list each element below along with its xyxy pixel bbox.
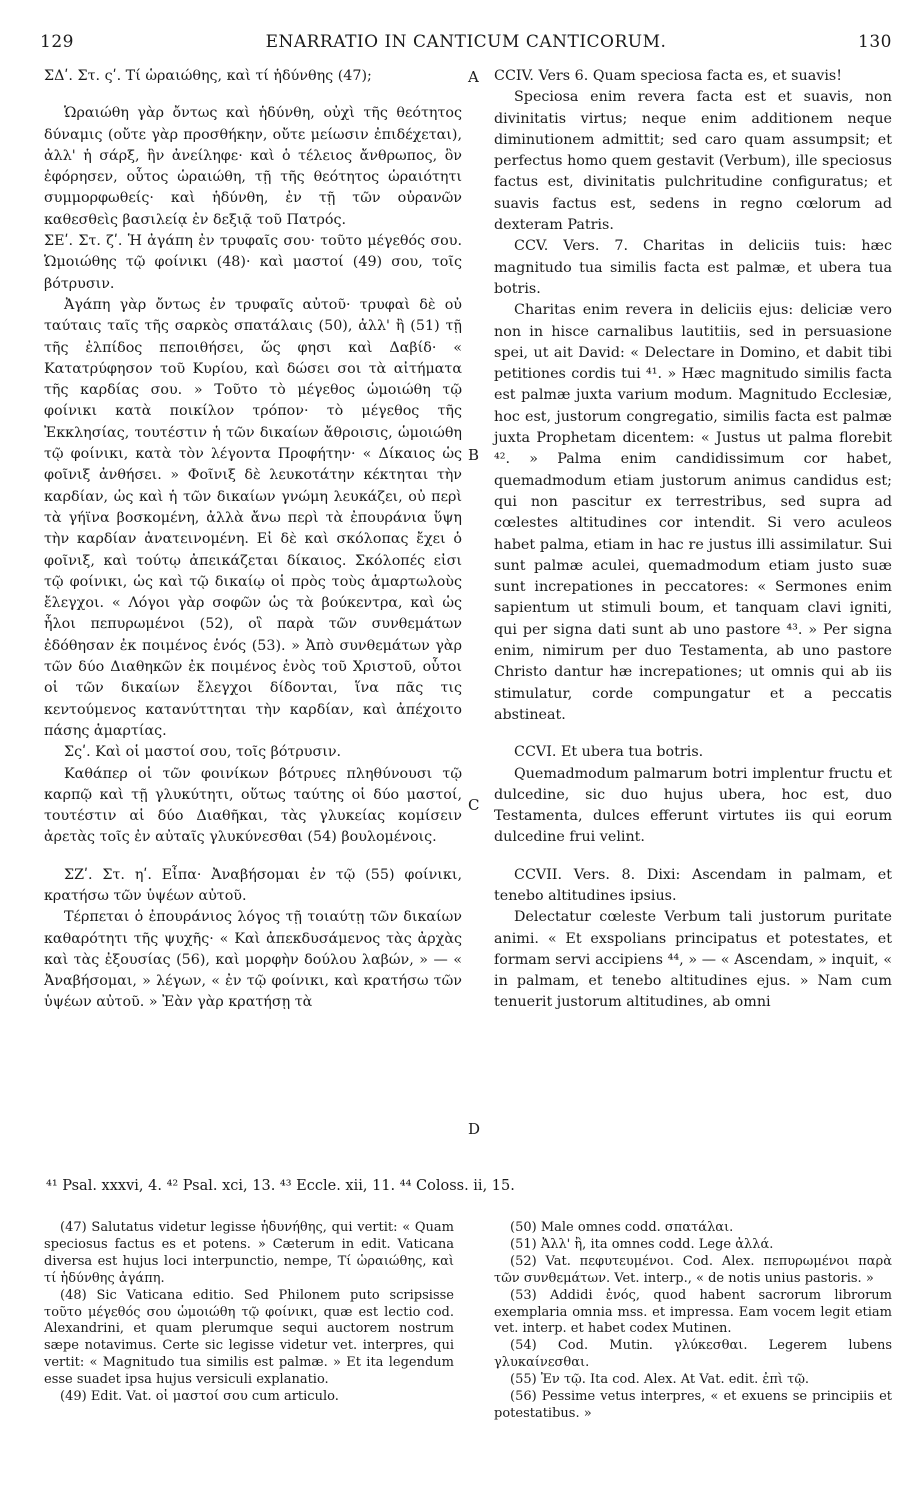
latin-paragraph: Speciosa enim revera facta est et suavis, non divinitatis virtus; neque enim additionem neque diminutionem admittit; sed caro quam assumpsit; et perfectus homo quem gestavit (Verbum), ille speciosus factus est, divinitatis pulchritudine configuratus; et suavis factus est, sedens in regno cœlorum ad dexteram Patris. (494, 89, 892, 234)
margin-marker-c: C (468, 796, 480, 814)
greek-column (44, 66, 462, 1014)
latin-paragraph: CCVII. Vers. 8. Dixi: Ascendam in palmam, et tenebo altitudines ipsius. (494, 866, 892, 904)
margin-marker-b: B (468, 446, 480, 464)
greek-paragraph: ΣΖʹ. Στ. ηʹ. Εἶπα· Ἀναβήσομαι ἐν τῷ (55) φοίνικι, κρατήσω τῶν ὑψέων αὐτοῦ. (44, 866, 462, 904)
page-number-right: 130 (858, 32, 892, 52)
greek-paragraph: ΣΕʹ. Στ. ζʹ. Ἡ ἀγάπη ἐν τρυφαῖς σου· τοῦτο μέγεθός σου. Ὡμοιώθης τῷ φοίνικι (48)· καὶ μαστοί (49) σου, τοῖς βότρυσιν. (44, 233, 462, 292)
editorial-note: (50) Male omnes codd. σπατάλαι. (510, 1220, 734, 1235)
latin-column (494, 66, 892, 1014)
greek-paragraph: Ὡραιώθη γὰρ ὄντως καὶ ἡδύνθη, οὐχὶ τῆς θεότητος δύναμις (οὔτε γὰρ προσθήκην, οὔτε μείωσιν ἐπιδέχεται), ἀλλ' ἡ σάρξ, ἣν ἀνείληφε· καὶ ὁ τέλειος ἄνθρωπος, ὃν ἐφόρησεν, οὗτος ὡραιώθη, τῇ τῆς θεότητος ὡραιότητι συμμορφωθείς· καὶ ἡδύνθη, ἐν τῇ τῶν οὐρανῶν καθεσθεὶς βασιλείᾳ ἐν δεξιᾷ τοῦ Πατρός. (44, 105, 462, 228)
paragraph-gap (44, 87, 462, 103)
editorial-note: (56) Pessime vetus interpres, « et exuens se principiis et potestatibus. » (494, 1389, 892, 1421)
latin-paragraph: Quemadmodum palmarum botri implentur fructu et dulcedine, sic duo hujus ubera, hoc est, duo Testamenta, dulces efferunt virtutes iis qui eorum dulcedine frui velint. (494, 765, 892, 846)
latin-paragraph: Delectatur cœleste Verbum tali justorum puritate animi. « Et exspolians principatus et potestates, et formam servi accipiens ⁴⁴, » — « Ascendam, » inquit, « in palmam, et tenebo altitudines ejus. » Nam cum tenuerit justorum altitudines, ab omni (494, 909, 892, 1011)
paragraph-gap (494, 726, 892, 742)
margin-marker-a: A (468, 68, 479, 86)
editorial-note: (53) Addidi ἑνός, quod habent sacrorum librorum exemplaria omnia mss. et impressa. Eam vocem legit etiam vet. interp. et habet codex Mutinen. (494, 1287, 892, 1337)
latin-paragraph: Charitas enim revera in deliciis ejus: deliciæ vero non in hisce carnalibus lautitiis, sed in persuasione spei, ut ait David: « Delectare in Domino, et dabit tibi petitiones cordis tui ⁴¹. » Hæc magnitudo similis facta est palmæ juxta varium modum. Magnitudo Ecclesiæ, hoc est, justorum congregatio, similis facta est palmæ juxta Prophetam dicentem: « Justus ut palma florebit ⁴². » Palma enim candidissimum cor habet, quemadmodum etiam justorum animus candidus est; qui non pascitur ex terrestribus, sed supra ad cœlestes altitudines cor intendit. Si vero aculeos habet palma, etiam in hac re justus illi assimilatur. Sui sunt palmæ aculei, quemadmodum etiam justo suæ sunt increpationes in peccatores: « Sermones enim sapientum ut stimuli boum, et tanquam clavi igniti, qui per signa dati sunt ab uno pastore ⁴³. » Per signa enim, nimirum per duo Testamenta, ab uno pastore Christo dantur hæ increpationes; ut omnis qui ab iis stimulatur, corde compungatur et a peccatis abstineat. (494, 302, 892, 723)
editorial-note: (54) Cod. Mutin. γλύκεσθαι. Legerem lubens γλυκαίνεσθαι. (494, 1338, 892, 1371)
latin-paragraph: CCV. Vers. 7. Charitas in deliciis tuis: hæc magnitudo tua similis facta est palmæ, et ubera tua botris. (494, 238, 892, 297)
notes-right-column (494, 1220, 892, 1423)
paragraph-gap (494, 849, 892, 865)
margin-marker-d: D (468, 1120, 481, 1138)
greek-paragraph: Σςʹ. Καὶ οἱ μαστοί σου, τοῖς βότρυσιν. (64, 744, 342, 761)
greek-paragraph: Καθάπερ οἱ τῶν φοινίκων βότρυες πληθύνουσι τῷ καρπῷ καὶ τῇ γλυκύτητι, οὕτως ταύτης οἱ δύο μαστοί, τουτέστιν αἱ δύο Διαθῆκαι, τὰς γλυκείας κομίσειν ἀρετὰς τοῖς ἐν αὐταῖς γλυκύνεσθαι (54) βουλομένοις. (44, 765, 462, 846)
page-header (40, 32, 892, 56)
editorial-note: (52) Vat. πεφυτευμένοι. Cod. Alex. πεπυρωμένοι παρὰ τῶν συνθεμάτων. Vet. interp., « de notis unius pastoris. » (494, 1253, 892, 1286)
greek-paragraph: Τέρπεται ὁ ἐπουράνιος λόγος τῇ τοιαύτῃ τῶν δικαίων καθαρότητι τῆς ψυχῆς· « Καὶ ἀπεκδυσάμενος τὰς ἀρχὰς καὶ τὰς ἐξουσίας (56), καὶ μορφὴν δούλου λαβών, » — « Ἀναβήσομαι, » λέγων, « ἐν τῷ φοίνικι, καὶ κρατήσω τῶν ὑψέων αὐτοῦ. » Ἐὰν γὰρ κρατήσῃ τὰ (44, 909, 462, 1011)
latin-paragraph: CCIV. Vers 6. Quam speciosa facta es, et suavis! (494, 68, 842, 84)
editorial-note: (55) Ἐν τῷ. Ita cod. Alex. At Vat. edit. ἐπὶ τῷ. (510, 1372, 810, 1388)
editorial-note: (49) Edit. Vat. οἱ μαστοί σου cum articulo. (60, 1389, 339, 1405)
latin-paragraph: CCVI. Et ubera tua botris. (514, 744, 704, 761)
editorial-note: (47) Salutatus videtur legisse ἡδυνήθης, qui vertit: « Quam speciosus factus es et potens. » Cæterum in edit. Vaticana diversa est hujus loci interpunctio, nempe, Τί ὡραιώθης, καὶ τί ἡδύνθης ἀγάπη. (44, 1220, 454, 1286)
greek-paragraph: ΣΔʹ. Στ. ςʹ. Τί ὡραιώθης, καὶ τί ἡδύνθης (47); (44, 68, 372, 84)
running-title: ENARRATIO IN CANTICUM CANTICORUM. (265, 32, 667, 52)
scripture-references: ⁴¹ Psal. xxxvi, 4. ⁴² Psal. xci, 13. ⁴³ Eccle. xii, 11. ⁴⁴ Coloss. ii, 15. (46, 1178, 515, 1194)
editorial-note: (48) Sic Vaticana editio. Sed Philonem puto scripsisse τοῦτο μέγεθός σου ὡμοιώθη τῷ φοίνικι, quæ est lectio cod. Alexandrini, et quam plerumque sequi auctorem nostrum sæpe notavimus. Certe sic legisse videtur vet. interpres, qui vertit: « Magnitudo tua similis est palmæ. » Et ita legendum esse suadet ipsa hujus versiculi explanatio. (44, 1287, 454, 1388)
paragraph-gap (44, 849, 462, 865)
editorial-note: (51) Ἀλλ' ἢ, ita omnes codd. Lege ἀλλά. (510, 1236, 774, 1252)
greek-paragraph: Ἀγάπη γὰρ ὄντως ἐν τρυφαῖς αὐτοῦ· τρυφαὶ δὲ οὐ ταύταις ταῖς τῆς σαρκὸς σπατάλαις (50), ἀλλ' ἢ (51) τῇ τῆς ἐλπίδος πεποιθήσει, ὥς φησι καὶ Δαβίδ· « Κατατρύφησον τοῦ Κυρίου, καὶ δώσει σοι τὰ αἰτήματα τῆς καρδίας σου. » Τοῦτο τὸ μέγεθος ὡμοιώθη τῷ φοίνικι κατὰ ποικίλον τρόπον· τὸ μέγεθος τῆς Ἐκκλησίας, τουτέστιν ἡ τῶν δικαίων ἄθροισις, ὡμοιώθη τῷ φοίνικι, κατὰ τὸν λέγοντα Προφήτην· « Δίκαιος ὡς φοῖνιξ ἀνθήσει. » Φοῖνιξ δὲ λευκοτάτην κέκτηται τὴν καρδίαν, ὡς καὶ ἡ τῶν δικαίων γνώμη λευκάζει, οὐ περὶ τὰ γήϊνα βοσκομένη, ἀλλὰ ἄνω περὶ τὰ ἐπουράνια ὕψη τὴν καρδίαν ἀνατεινομένη. Εἰ δὲ καὶ σκόλοπας ἔχει ὁ φοῖνιξ, καὶ τούτῳ ἀπεικάζεται δίκαιος. Σκόλοπές εἰσι τῷ φοίνικι, ὡς καὶ τῷ δικαίῳ οἱ πρὸς τοὺς ἁμαρτωλοὺς ἔλεγχοι. « Λόγοι γὰρ σοφῶν ὡς τὰ βούκεντρα, καὶ ὡς ἧλοι πεπυρωμένοι (52), οἳ παρὰ τῶν συνθεμάτων ἐδόθησαν ἐκ ποιμένος ἑνός (53). » Ἀπὸ συνθεμάτων γὰρ τῶν δύο Διαθηκῶν ἐκ ποιμένος ἑνὸς τοῦ Χριστοῦ, οὗτοι οἱ τῶν δικαίων ἔλεγχοι δίδονται, ἵνα πᾶς τις κεντούμενος κατανύττηται τὴν καρδίαν, καὶ ἀπέχοιτο πάσης ἁμαρτίας. (44, 296, 462, 739)
page-number-left: 129 (40, 32, 74, 52)
notes-left-column (44, 1220, 454, 1406)
